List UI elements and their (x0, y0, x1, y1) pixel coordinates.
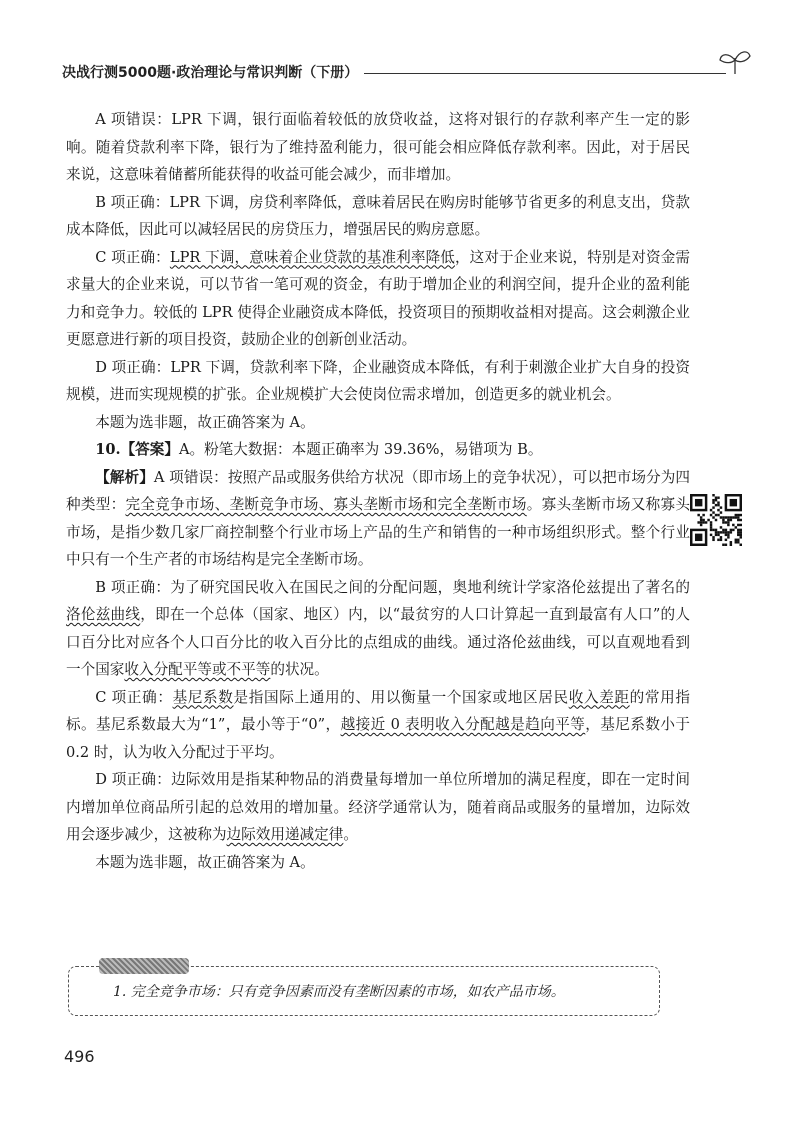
key-point-text: 越接近 0 表明收入分配越是趋向平等 (340, 716, 586, 733)
paragraph (66, 409, 690, 437)
answer-label: 10.【答案】 (95, 441, 179, 458)
paragraph (66, 244, 690, 354)
key-point-text: 收入分配平等或不平等 (124, 661, 271, 678)
paragraph-text: 的状况。 (270, 661, 329, 678)
paragraph-text: B 项正确：为了研究国民收入在国民之间的分配问题，奥地利统计学家洛伦兹提出了著名的 (95, 578, 690, 596)
paragraph-text: 是指国际上通用的、用以衡量一个国家或地区居民 (233, 688, 569, 706)
key-point-text: 边际效用递减定律 (226, 826, 344, 843)
paragraph-text: C 项正确： (95, 248, 170, 266)
page-number: 496 (64, 1047, 95, 1066)
paragraph-text: B 项正确：LPR 下调，房贷利率降低，意味着居民在购房时能够节省更多的利息支出，贷款成本降低，因此可以减轻居民的房贷压力，增强居民的购房意愿。 (66, 193, 690, 238)
paragraph (66, 684, 690, 767)
answer-label: 【解析】 (95, 468, 154, 486)
paragraph (66, 106, 690, 189)
paragraph-text: D 项正确：边际效用是指某种物品的消费量每增加一单位所增加的满足程度，即在一定时间内增加单位商品所引起的总效用的增加量。经济学通常认为，随着商品或服务的量增加，边际效用会逐步减少，这被称为 (66, 771, 690, 843)
note-box (68, 966, 660, 1016)
paragraph-text: 本题为选非题，故正确答案为 A。 (95, 853, 315, 871)
note-tab-label (99, 958, 189, 974)
leaf-sprout-icon (718, 48, 752, 76)
paragraph (66, 574, 690, 684)
paragraph-text: D 项正确：LPR 下调，贷款利率下降，企业融资成本降低，有利于刺激企业扩大自身的投资规模，进而实现规模的扩张。企业规模扩大会使岗位需求增加，创造更多的就业机会。 (66, 358, 690, 403)
paragraph-text: 。 (343, 826, 358, 843)
answer-explanation-body (66, 106, 690, 876)
header-rule (362, 73, 726, 74)
paragraph (66, 436, 690, 464)
paragraph-text: ，这对于企业来说，特别是对资金需求量大的企业来说，可以节省一笔可观的资金，有助于增加企业的利润空间，提升企业的盈利能力和竞争力。较低的 LPR 使得企业融资成本降低，投资项目的预期收益相对提高。这会刺激企业更愿意进行新的项目投资，鼓励企业的创新创业活动。 (66, 248, 691, 348)
paragraph-text: 的常用指标。基尼系数最大为“1”，最小等于“0”， (66, 688, 690, 733)
paragraph-text: A 项错误：LPR 下调，银行面临着较低的放贷收益，这将对银行的存款利率产生一定的影响。随着贷款利率下降，银行为了维持盈利能力，很可能会相应降低存款利率。因此，对于居民来说，这意味着储蓄所能获得的收益可能会减少，而非增加。 (66, 111, 690, 183)
paragraph (66, 354, 690, 409)
key-point-text: 收入差距 (568, 688, 630, 706)
key-point-text: 基尼系数 (172, 688, 234, 706)
paragraph-text: C 项正确： (95, 688, 173, 706)
page-header (62, 62, 752, 86)
paragraph (66, 464, 690, 574)
key-point-text: 洛伦兹曲线 (66, 606, 141, 623)
paragraph-text: ，即在一个总体（国家、地区）内，以“最贫穷的人口计算起一直到最富有人口”的人口百分比对应各个人口百分比的收入百分比的点组成的曲线。通过洛伦兹曲线，可以直观地看到一个国家 (66, 606, 690, 678)
paragraph (66, 189, 690, 244)
paragraph-text: ，基尼系数小于 0.2 时，认为收入分配过于平均。 (66, 716, 690, 761)
header-title: 决战行测5000题·政治理论与常识判断（下册） (62, 62, 364, 82)
paragraph-text: 本题为选非题，故正确答案为 A。 (95, 413, 315, 431)
paragraph (66, 766, 690, 849)
note-text: 1. 完全竞争市场：只有竞争因素而没有垄断因素的市场，如农产品市场。 (113, 984, 565, 1000)
key-point-text: 完全竞争市场、垄断竞争市场、寡头垄断市场和完全垄断市场 (125, 496, 527, 513)
key-point-text: LPR 下调，意味着企业贷款的基准利率降低 (169, 248, 455, 266)
paragraph (66, 849, 690, 877)
paragraph-text: 。寡头垄断市场又称寡头市场，是指少数几家厂商控制整个行业市场上产品的生产和销售的一种市场组织形式。整个行业中只有一个生产者的市场结构是完全垄断市场。 (66, 496, 690, 568)
paragraph-text: A 项错误：按照产品或服务供给方状况（即市场上的竞争状况），可以把市场分为四种类型： (66, 468, 690, 513)
paragraph-text: A。粉笔大数据：本题正确率为 39.36%，易错项为 B。 (178, 441, 543, 458)
qr-code-icon[interactable] (690, 494, 742, 546)
